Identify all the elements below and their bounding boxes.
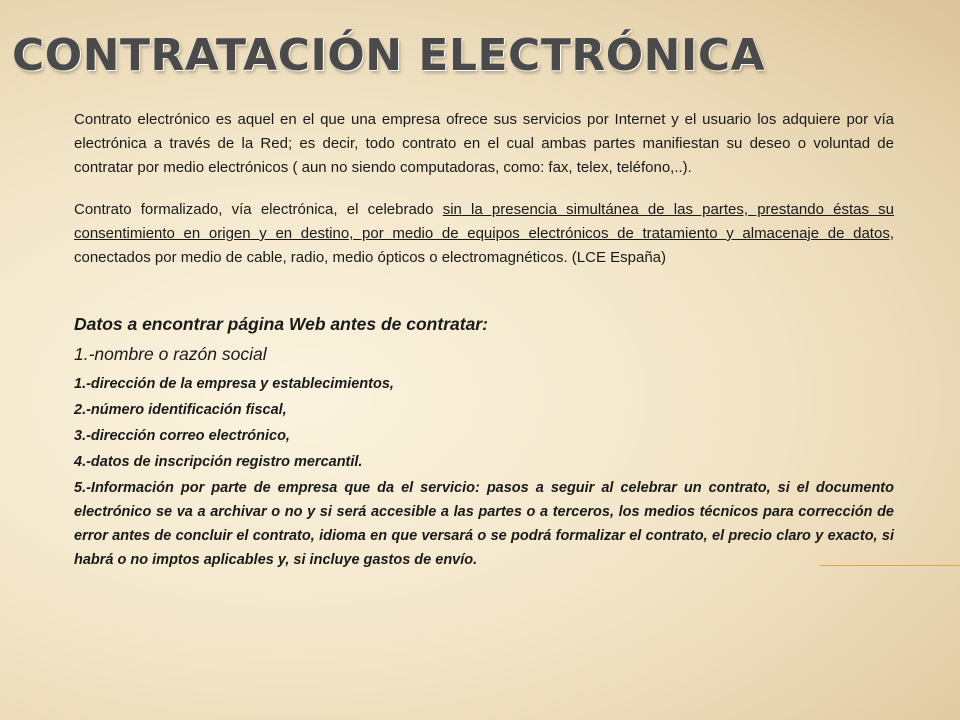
paragraph-formalized-lead: Contrato formalizado, vía electrónica, el celebrado xyxy=(74,201,443,218)
paragraph-formalized-underlined: sin la presencia simultánea de las partes, prestando éstas su consentimiento en origen y en destino, por medio de equipos electrónicos de tratamiento y almacenaje de datos, xyxy=(74,201,895,242)
section-heading: Datos a encontrar página Web antes de contratar: xyxy=(74,314,488,334)
slide-content xyxy=(74,108,894,572)
paragraph-definition: Contrato electrónico es aquel en el que una empresa ofrece sus servicios por Internet y el usuario los adquiere por vía electrónica a través de la Red; es decir, todo contrato en el cual ambas partes manifiestan su deseo o voluntad de contratar por medio electrónicos ( aun no siendo computadoras, como: fax, telex, teléfono,..). xyxy=(74,111,894,176)
slide-title: CONTRATACIÓN ELECTRÓNICA xyxy=(12,30,766,81)
requirements-list xyxy=(74,372,894,572)
decorative-accent-line xyxy=(820,565,960,566)
list-item: 2.-número identificación fiscal, xyxy=(74,402,287,418)
list-item: 4.-datos de inscripción registro mercantil. xyxy=(74,454,363,470)
list-item: 5.-Información por parte de empresa que da el servicio: pasos a seguir al celebrar un contrato, si el documento electrónico se va a archivar o no y si será accesible a las partes o a terceros, los medios técnicos para corrección de error antes de concluir el contrato, idioma en que versará o se podrá formalizar el contrato, el precio claro y exacto, si habrá o no imptos aplicables y, si incluye gastos de envío. xyxy=(74,480,894,568)
section-subheading: 1.-nombre o razón social xyxy=(74,344,267,364)
list-item: 3.-dirección correo electrónico, xyxy=(74,428,290,444)
paragraph-formalized xyxy=(74,198,894,270)
paragraph-formalized-tail: conectados por medio de cable, radio, medio ópticos o electromagnéticos. (LCE España) xyxy=(74,249,666,266)
list-item: 1.-dirección de la empresa y establecimientos, xyxy=(74,376,394,392)
